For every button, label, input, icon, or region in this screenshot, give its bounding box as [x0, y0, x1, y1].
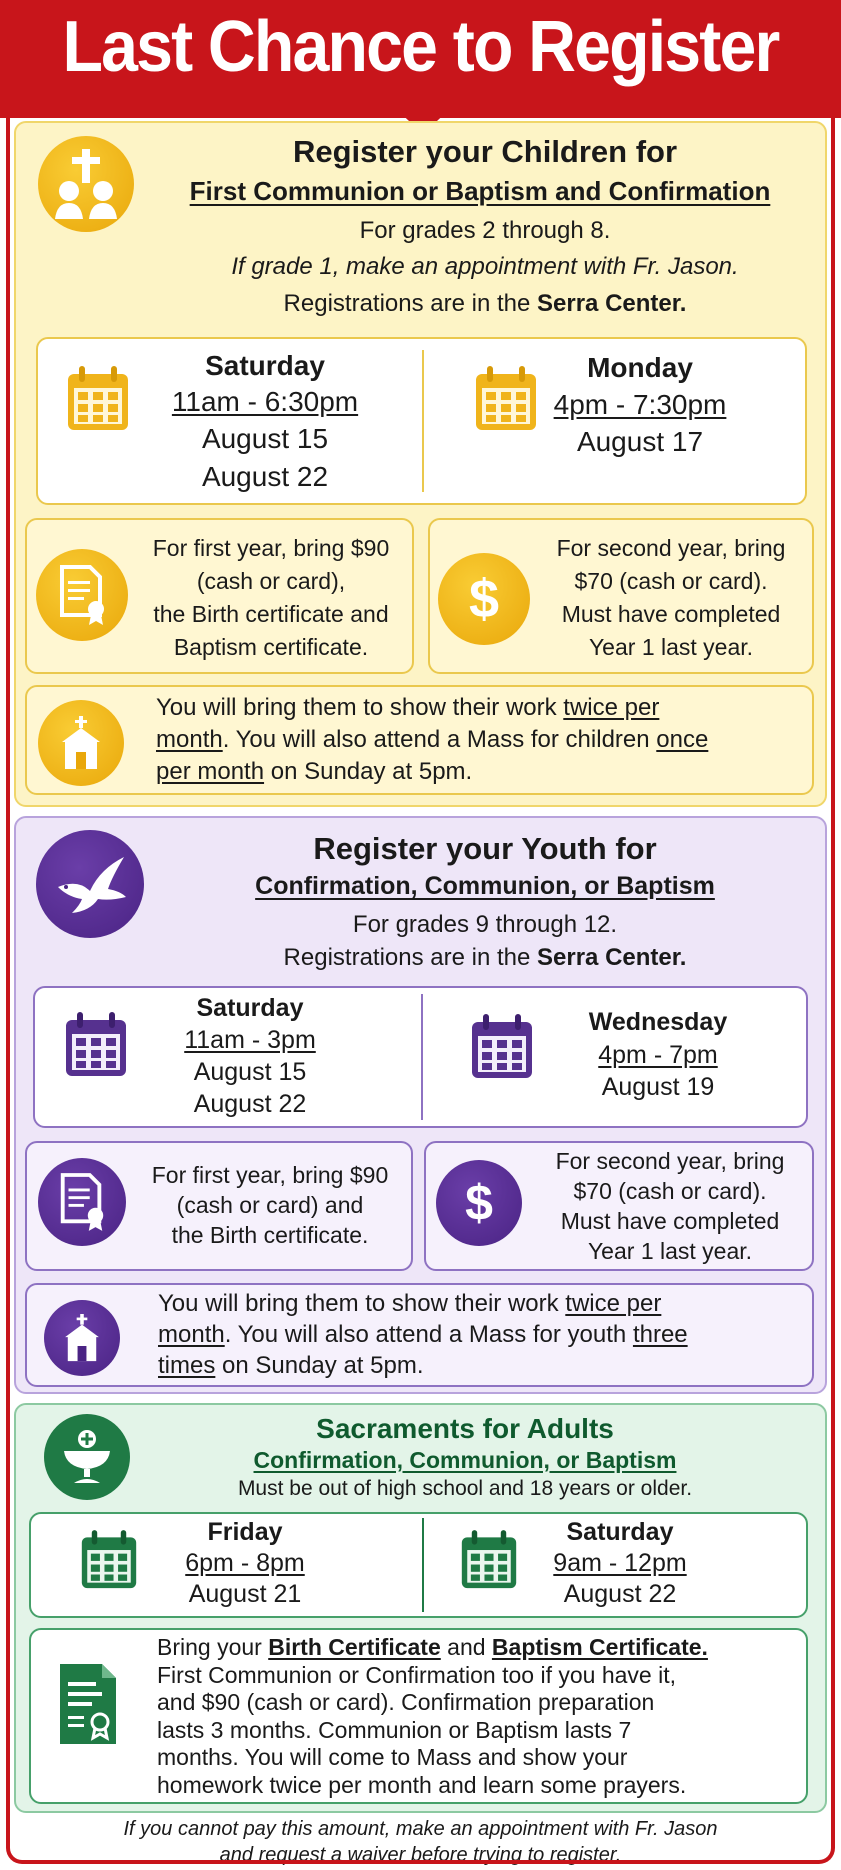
children-schedule-divider	[422, 350, 424, 492]
chalice-icon	[44, 1414, 130, 1500]
attendance-emphasis: times	[158, 1352, 216, 1379]
attendance-text: on Sunday at 5pm.	[215, 1352, 424, 1379]
children-second-year-line: For second year, bring	[556, 535, 786, 561]
youth-grades: For grades 9 through 12.	[352, 911, 618, 938]
attendance-emphasis: month	[158, 1321, 225, 1348]
footer-line: If you cannot pay this amount, make an appointment with Fr. Jason	[123, 1818, 718, 1840]
children-attendance-text	[156, 692, 796, 788]
attendance-emphasis: three	[632, 1321, 688, 1348]
adults-day-2: Saturday	[566, 1518, 674, 1546]
youth-location	[160, 939, 810, 977]
youth-time-2: 4pm - 7pm	[598, 1041, 718, 1069]
youth-first-year-line: (cash or card) and	[176, 1192, 364, 1218]
youth-date-2a: August 19	[601, 1073, 715, 1101]
calendar-icon	[474, 364, 538, 434]
adults-bring-text	[157, 1634, 802, 1799]
children-location-place: Serra Center.	[537, 290, 687, 317]
header-banner	[0, 0, 841, 118]
children-second-year-text	[532, 532, 810, 664]
footer-line: and request a waiver before trying to register.	[219, 1844, 622, 1866]
attendance-emphasis: month	[156, 726, 223, 753]
youth-day-1: Saturday	[196, 994, 304, 1022]
calendar-icon	[470, 1012, 534, 1082]
bring-text: and	[440, 1634, 492, 1660]
children-grades: For grades 2 through 8.	[359, 217, 611, 244]
calendar-icon	[66, 364, 130, 434]
youth-day-2: Wednesday	[588, 1008, 728, 1036]
certificate-icon	[36, 549, 128, 641]
youth-second-year-text	[530, 1146, 810, 1266]
youth-location-prefix: Registrations are in the	[283, 944, 538, 971]
children-grade1-note: If grade 1, make an appointment with Fr. Jason.	[231, 253, 739, 280]
children-first-year-line: Baptism certificate.	[173, 634, 369, 660]
adults-time-2: 9am - 12pm	[553, 1549, 687, 1577]
children-day-2: Monday	[587, 352, 693, 383]
youth-first-year-line: the Birth certificate.	[171, 1222, 369, 1248]
children-day-1: Saturday	[205, 350, 325, 381]
children-time-1: 11am - 6:30pm	[171, 386, 359, 417]
church-icon	[44, 1300, 120, 1376]
children-location	[160, 285, 810, 323]
adults-bring-line: and $90 (cash or card). Confirmation preparation	[157, 1689, 655, 1715]
children-first-year-text	[132, 532, 410, 664]
children-location-prefix: Registrations are in the	[283, 290, 538, 317]
children-first-year-line: (cash or card),	[196, 568, 346, 594]
children-date-1b: August 22	[201, 461, 329, 492]
adults-date-1: August 21	[188, 1580, 302, 1608]
children-subtitle: First Communion or Baptism and Confirmation	[189, 176, 771, 206]
youth-date-1a: August 15	[193, 1058, 307, 1086]
youth-first-year-line: For first year, bring $90	[151, 1162, 389, 1188]
children-date-1a: August 15	[201, 423, 329, 454]
adults-subtitle: Confirmation, Communion, or Baptism	[253, 1447, 677, 1473]
adults-time-1: 6pm - 8pm	[185, 1549, 305, 1577]
baptism-certificate-label: Baptism Certificate.	[491, 1634, 708, 1660]
adults-day-1: Friday	[207, 1518, 283, 1546]
attendance-emphasis: twice per	[563, 694, 660, 721]
adults-date-2: August 22	[563, 1580, 677, 1608]
attendance-emphasis: per month	[156, 758, 265, 785]
children-second-year-line: Must have completed	[561, 601, 781, 627]
certificate-icon	[56, 1662, 120, 1746]
children-first-year-line: For first year, bring $90	[152, 535, 390, 561]
certificate-icon	[38, 1158, 126, 1246]
youth-second-year-line: For second year, bring	[555, 1148, 785, 1174]
youth-second-year-line: $70 (cash or card).	[573, 1178, 767, 1204]
dollar-icon: $	[438, 553, 530, 645]
children-second-year-line: Year 1 last year.	[588, 634, 754, 660]
adults-bring-line: months. You will come to Mass and show your	[157, 1744, 628, 1770]
adults-requirement: Must be out of high school and 18 years or older.	[237, 1477, 693, 1500]
youth-first-year-text	[130, 1160, 410, 1250]
youth-attendance-text	[158, 1288, 798, 1381]
attendance-text: . You will also attend a Mass for children	[222, 726, 657, 753]
adults-title: Sacraments for Adults	[316, 1413, 614, 1444]
children-title: Register your Children for	[292, 134, 678, 169]
attendance-text: You will bring them to show their work	[158, 1290, 566, 1317]
adults-bring-line: homework twice per month and learn some prayers.	[157, 1771, 687, 1798]
birth-certificate-label: Birth Certificate	[268, 1634, 441, 1660]
attendance-emphasis: twice per	[565, 1290, 662, 1317]
page-title: Last Chance to Register	[62, 7, 779, 87]
youth-second-year-line: Year 1 last year.	[587, 1238, 753, 1264]
calendar-icon	[460, 1528, 518, 1592]
children-second-year-line: $70 (cash or card).	[574, 568, 768, 594]
youth-date-1b: August 22	[193, 1090, 307, 1118]
calendar-icon	[80, 1528, 138, 1592]
adults-bring-line: lasts 3 months. Communion or Baptism lasts 7	[157, 1716, 632, 1743]
dollar-icon: $	[436, 1160, 522, 1246]
children-cross-icon	[38, 136, 134, 232]
attendance-emphasis: once	[656, 726, 709, 753]
adults-bring-line: First Communion or Confirmation too if you have it,	[157, 1661, 676, 1688]
footer-note	[20, 1816, 821, 1868]
youth-schedule-divider	[421, 994, 423, 1120]
children-first-year-line: the Birth certificate and	[153, 601, 389, 627]
church-icon	[38, 700, 124, 786]
children-time-2: 4pm - 7:30pm	[553, 389, 727, 420]
youth-subtitle: Confirmation, Communion, or Baptism	[255, 872, 715, 900]
attendance-text: . You will also attend a Mass for youth	[224, 1321, 633, 1348]
youth-time-1: 11am - 3pm	[184, 1026, 316, 1054]
youth-second-year-line: Must have completed	[560, 1208, 780, 1234]
attendance-text: on Sunday at 5pm.	[264, 758, 473, 785]
calendar-icon	[64, 1010, 128, 1080]
youth-title: Register your Youth for	[313, 831, 657, 866]
dove-icon	[36, 830, 144, 938]
bring-text: Bring your	[157, 1634, 269, 1660]
children-date-2a: August 17	[576, 426, 704, 457]
attendance-text: You will bring them to show their work	[156, 694, 564, 721]
adults-bring-heading	[157, 1634, 802, 1662]
youth-location-place: Serra Center.	[537, 944, 687, 971]
adults-schedule-divider	[422, 1518, 424, 1612]
